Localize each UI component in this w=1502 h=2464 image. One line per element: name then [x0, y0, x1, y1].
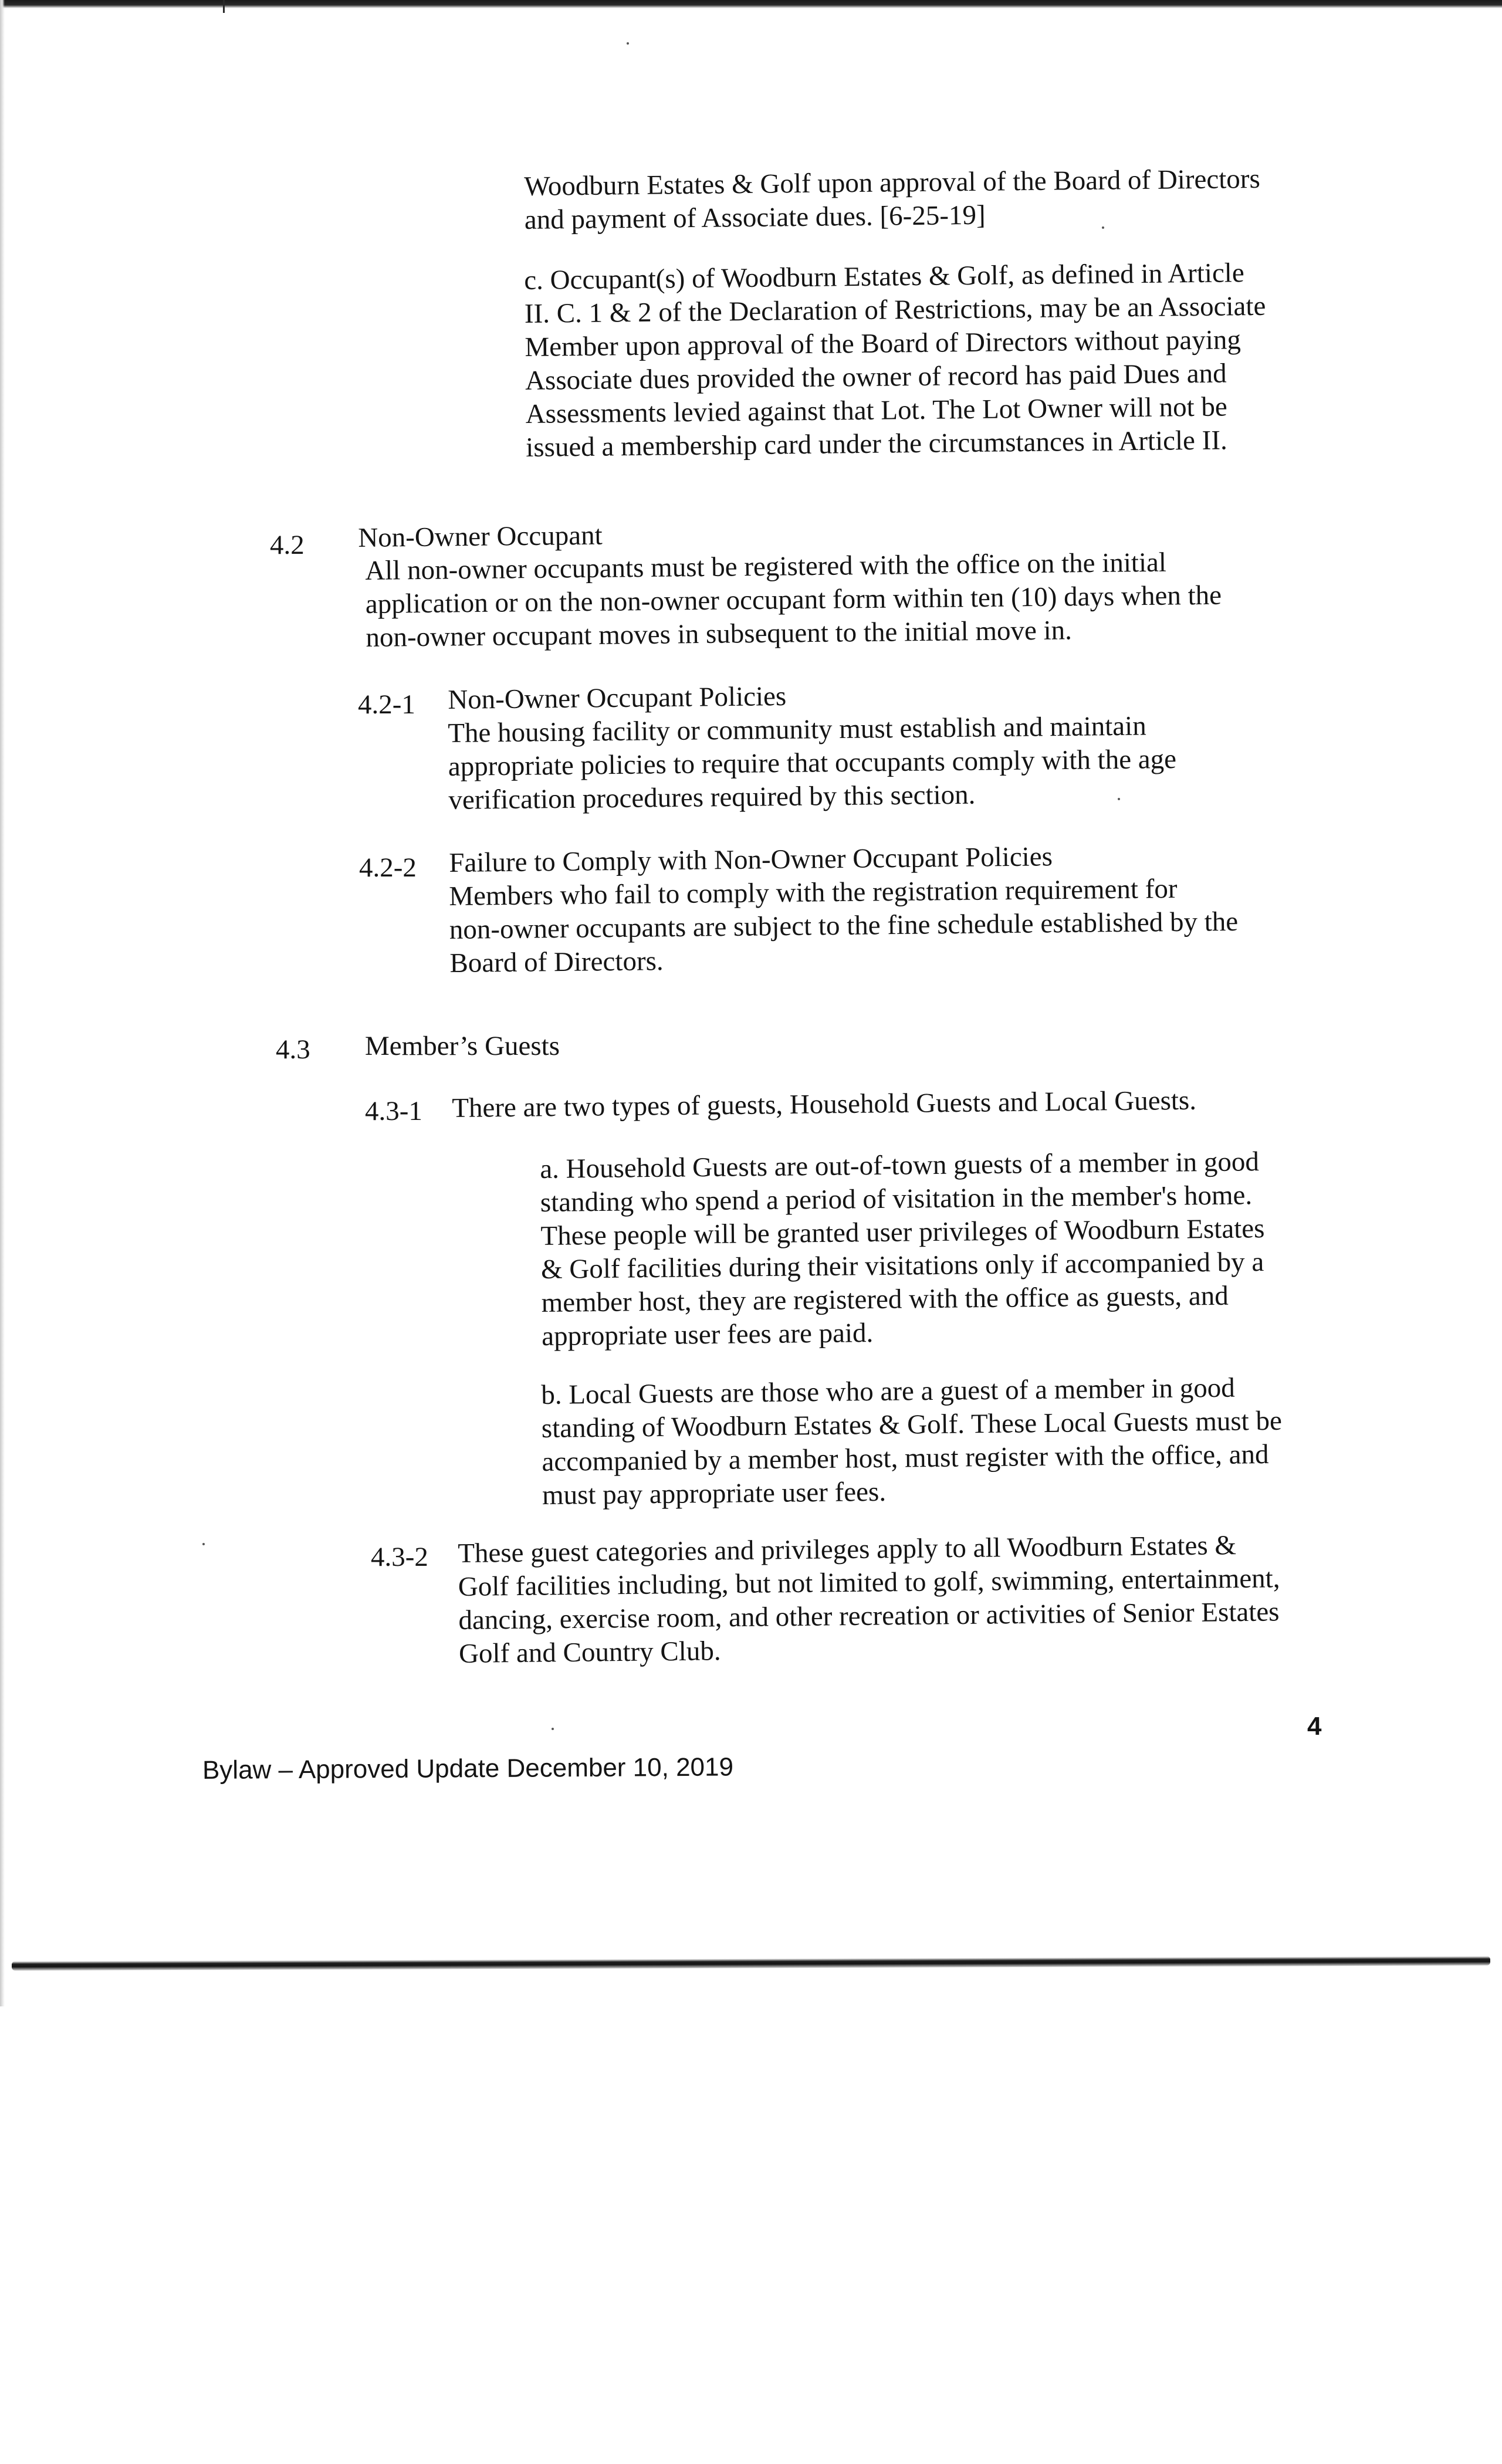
subsection-4-3-2-line: Golf and Country Club. — [458, 1636, 721, 1669]
subsection-4-3-2-line: These guest categories and privileges apply to all Woodburn Estates & — [458, 1530, 1237, 1569]
subsection-4-2-2-line: non-owner occupants are subject to the fine schedule established by the — [449, 906, 1239, 945]
section-4-2-line: non-owner occupant moves in subsequent to the initial move in. — [366, 615, 1073, 653]
scan-bottom-edge — [12, 1956, 1490, 1971]
subsection-4-2-2-line: Members who fail to comply with the registration requirement for — [449, 874, 1178, 912]
intro-line: Woodburn Estates & Golf upon approval of the Board of Directors — [524, 163, 1260, 202]
subsection-4-2-2-body — [449, 872, 1239, 980]
paragraph-c-line: c. Occupant(s) of Woodburn Estates & Golf, as defined in Article — [524, 258, 1244, 296]
local-guests-line: b. Local Guests are those who are a guest of a member in good — [541, 1372, 1235, 1410]
section-4-3-title: Member’s Guests — [365, 1031, 560, 1061]
subsection-4-2-1-line: verification procedures required by this section. — [448, 779, 976, 815]
subsection-4-3-2-body — [458, 1528, 1281, 1671]
subsection-4-3-1-number: 4.3-1 — [365, 1096, 422, 1126]
household-guests-line: standing who spend a period of visitation in the member's home. — [540, 1180, 1253, 1218]
local-guests-item — [541, 1371, 1283, 1512]
section-4-2-number: 4.2 — [270, 530, 305, 560]
subsection-4-2-1-title: Non-Owner Occupant Policies — [448, 681, 787, 715]
subsection-4-3-2-number: 4.3-2 — [371, 1542, 428, 1572]
subsection-4-2-2-number: 4.2-2 — [359, 852, 417, 883]
household-guests-line: & Golf facilities during their visitations only if accompanied by a — [540, 1247, 1264, 1285]
section-4-3-number: 4.3 — [276, 1034, 310, 1065]
paragraph-c-line: Assessments levied against that Lot. The Lot Owner will not be — [525, 391, 1228, 429]
intro-line: and payment of Associate dues. [6-25-19] — [524, 199, 986, 235]
scan-speck — [202, 1543, 205, 1545]
household-guests-line: These people will be granted user privileges of Woodburn Estates — [540, 1213, 1265, 1251]
subsection-4-2-2-title: Failure to Comply with Non-Owner Occupant Policies — [449, 841, 1053, 878]
subsection-4-2-1-line: appropriate policies to require that occupants comply with the age — [448, 743, 1177, 782]
footer-text: Bylaw – Approved Update December 10, 2019 — [202, 1752, 734, 1785]
scan-top-edge — [0, 0, 1502, 8]
section-4-2-line: application or on the non-owner occupant form within ten (10) days when the — [365, 580, 1222, 620]
subsection-4-3-1-title: There are two types of guests, Household Guests and Local Guests. — [452, 1085, 1197, 1123]
household-guests-item — [540, 1145, 1266, 1353]
section-4-2-title: Non-Owner Occupant — [358, 520, 603, 553]
subsection-4-2-1-body — [448, 709, 1177, 817]
subsection-4-2-2-line: Board of Directors. — [449, 946, 664, 979]
paragraph-c-line: II. C. 1 & 2 of the Declaration of Restrictions, may be an Associate — [524, 290, 1266, 329]
intro-paragraph — [524, 163, 1261, 237]
subsection-4-3-2-line: dancing, exercise room, and other recreation or activities of Senior Estates — [458, 1596, 1280, 1636]
household-guests-line: a. Household Guests are out-of-town guests of a member in good — [540, 1146, 1260, 1184]
local-guests-line: accompanied by a member host, must register with the office, and — [542, 1439, 1269, 1477]
paragraph-c-line: issued a membership card under the circumstances in Article II. — [526, 425, 1227, 463]
scan-left-edge — [0, 0, 5, 2006]
section-4-2-line: All non-owner occupants must be registered with the office on the initial — [365, 547, 1167, 586]
paragraph-c-line: Associate dues provided the owner of record has paid Dues and — [525, 358, 1227, 396]
scan-speck — [552, 1728, 554, 1730]
subsection-4-2-1-line: The housing facility or community must establish and maintain — [448, 710, 1146, 749]
local-guests-line: standing of Woodburn Estates & Golf. These Local Guests must be — [541, 1405, 1283, 1444]
page-number: 4 — [1307, 1712, 1322, 1741]
local-guests-line: must pay appropriate user fees. — [542, 1476, 887, 1511]
paragraph-c-line: Member upon approval of the Board of Directors without paying — [525, 324, 1241, 363]
paragraph-c — [524, 256, 1267, 465]
section-4-2-body — [365, 546, 1222, 655]
household-guests-line: appropriate user fees are paid. — [542, 1318, 874, 1352]
household-guests-line: member host, they are registered with the office as guests, and — [541, 1280, 1229, 1318]
subsection-4-2-1-number: 4.2-1 — [358, 689, 415, 720]
scan-speck — [627, 42, 629, 45]
subsection-4-3-2-line: Golf facilities including, but not limited to golf, swimming, entertainment, — [458, 1563, 1280, 1602]
scan-top-tick — [223, 0, 225, 13]
